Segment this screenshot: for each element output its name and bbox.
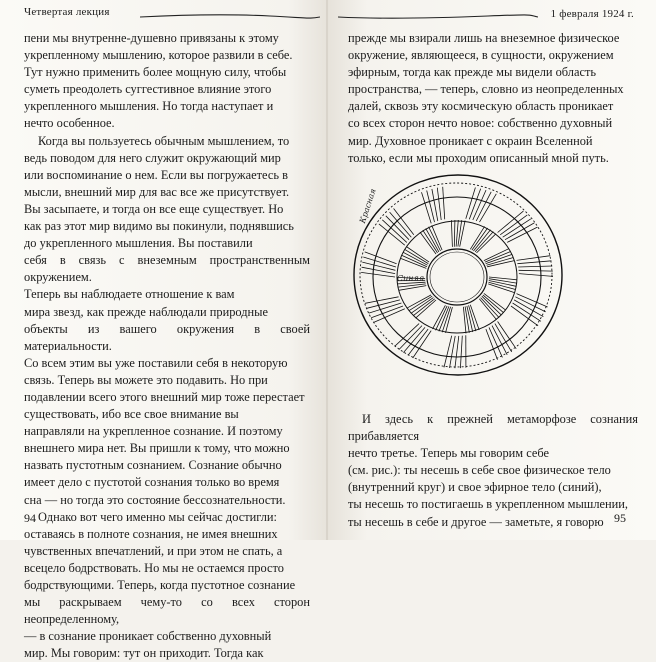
text-line: эфирным, тогда как прежде мы видели область (348, 64, 638, 81)
running-header: 1 февраля 1924 г. (551, 8, 634, 20)
text-line: со всех сторон нечто новое: собственно духовный (348, 115, 638, 132)
text-line: подавлении всего этого внешний мир тоже перестает (24, 389, 310, 406)
text-line: до укрепленного мышления. Вы поставили (24, 235, 310, 252)
text-line: Теперь вы наблюдаете отношение к вам (24, 286, 310, 303)
hatch-stroke (362, 267, 396, 273)
hatch-stroke (518, 266, 552, 267)
hatch-stroke (402, 255, 427, 267)
outer-ring-label: Красная (358, 187, 378, 225)
hatch-stroke (451, 220, 452, 247)
page-number: 95 (614, 511, 626, 526)
hatch-stroke (466, 188, 476, 219)
hatch-stroke (513, 303, 541, 321)
text-line: мысли, внешний мир для вас все же присутствует. (24, 184, 310, 201)
hatch-stroke (517, 261, 551, 264)
text-line: только, если мы проходим описанный мной путь. (348, 150, 638, 167)
hatch-stroke (498, 322, 517, 349)
text-line: бодрствующими. Теперь, когда пустотное сознание (24, 577, 310, 594)
text-line: существовать, ибо все свое внимание вы (24, 406, 310, 423)
running-header: Четвертая лекция (24, 6, 110, 18)
text-line: пени мы внутренне-душевно привязаны к этому (24, 30, 310, 47)
inner-ring-label: Синяя (397, 274, 424, 283)
text-line: укрепленного мышления. Но тогда наступает и (24, 98, 310, 115)
hatch-stroke (519, 270, 553, 271)
text-line: Вы засыпаете, и тогда он все еще существует. Но (24, 201, 310, 218)
text-line: Со всем этим вы уже поставили себя в некоторую (24, 355, 310, 372)
text-line: чувственных впечатлений, и при этом не спать, а (24, 543, 310, 560)
text-line: всецело бодрствовать. Но мы не остаемся просто (24, 560, 310, 577)
hatch-stroke (484, 249, 509, 261)
page-number: 94 (24, 511, 36, 526)
text-line: прежде мы взирали лишь на внеземное физическое (348, 30, 638, 47)
text-line: ты несешь то постигаешь в укрепленном мышлении, (348, 496, 638, 513)
text-line: назвать пустотным сознанием. Сознание обычно (24, 457, 310, 474)
text-line: мир. Духовное проникает с окраин Вселенной (348, 133, 638, 150)
text-line: объекты из вашего окружения в своей материальности. (24, 321, 310, 355)
hatch-stroke (386, 216, 409, 240)
hatch-stroke (403, 327, 425, 352)
text-line: мы раскрываем чему-то со всех сторон неопределенному, (24, 594, 310, 628)
text-line: далей, сквозь эту космическую область проникает (348, 98, 638, 115)
hatch-stroke (437, 188, 441, 220)
hatch-stroke (460, 336, 462, 368)
hatch-stroke (429, 227, 441, 251)
text-line: оставаясь в полноте сознания, не имея внешних (24, 526, 310, 543)
text-line: мир. Мы говорим: тут он приходит. Тогда как (24, 645, 310, 662)
hatch-stroke (454, 220, 455, 247)
hatch-stroke (456, 220, 458, 247)
text-line: пространства, — теперь, словно из неопределенных (348, 81, 638, 98)
hatch-stroke (458, 220, 462, 246)
text-line: — в сознание проникает собственно духовный (24, 628, 310, 645)
text-line: сна — но тогда это состояние бессознательности. (24, 492, 310, 509)
header-rule (338, 10, 538, 24)
text-line: внешнего мира нет. Вы пришли к тому, что можно (24, 440, 310, 457)
text-line: Когда вы пользуетесь обычным мышлением, то (24, 133, 310, 150)
hatch-stroke (455, 336, 459, 368)
hatch-stroke (498, 211, 524, 232)
text-line: Тут нужно применить более мощную силу, чтобы (24, 64, 310, 81)
text-line: окружение, являющееся, в сущности, окружением (348, 47, 638, 64)
text-line: как раз этот мир видимо вы покинули, поднявшись (24, 218, 310, 235)
text-line: ты несешь в себе и другое — заметьте, я говорю (348, 514, 638, 531)
hatch-stroke (362, 262, 395, 270)
text-line: укрепленному мышлению, которое развили в себе. (24, 47, 310, 64)
left-page (0, 0, 328, 540)
text-line: направляли на укрепленное сознание. И поэтому (24, 423, 310, 440)
hatch-stroke (460, 221, 465, 247)
text-line: (внутренний круг) и свое эфирное тело (синий), (348, 479, 638, 496)
hatch-stroke (365, 297, 399, 304)
hatch-stroke (517, 256, 551, 261)
text-line: себя в связь с внеземным пространственным окружением. (24, 252, 310, 286)
text-line: или воспоминание о нем. Если вы погружаетесь в (24, 167, 310, 184)
text-line: Однако вот чего именно мы сейчас достигли: (24, 509, 310, 526)
hatch-stroke (436, 306, 448, 330)
header-rule (140, 10, 320, 24)
radial-hatching (361, 187, 553, 368)
text-line: нечто третье. Теперь мы говорим себе (348, 445, 638, 462)
text-line: ведь поводом для него служит окружающий мир (24, 150, 310, 167)
hatch-stroke (367, 300, 400, 308)
text-line: (см. рис.): ты несешь в себе свое физическое тело (348, 462, 638, 479)
hatch-stroke (485, 252, 511, 263)
text-line: нечто особенное. (24, 115, 310, 132)
hatch-stroke (443, 187, 445, 220)
hatch-stroke (422, 192, 432, 223)
text-line: мира звезд, как прежде наблюдали природные (24, 304, 310, 321)
text-line: связь. Теперь вы можете это подавить. Но при (24, 372, 310, 389)
left-body-text (24, 30, 310, 662)
right-body-text-upper (348, 30, 638, 167)
hatch-stroke (519, 274, 553, 277)
text-line: суметь преодолеть суггестивное влияние этого (24, 81, 310, 98)
right-body-text-lower (348, 411, 638, 531)
blackboard-drawing (343, 165, 569, 383)
hatch-stroke (433, 305, 446, 329)
text-line: имеет дело с пустотой сознания только во время (24, 474, 310, 491)
hatch-stroke (413, 331, 431, 358)
hatch-stroke (361, 272, 395, 277)
text-line: И здесь к прежней метаморфозе сознания прибавляется (348, 411, 638, 445)
